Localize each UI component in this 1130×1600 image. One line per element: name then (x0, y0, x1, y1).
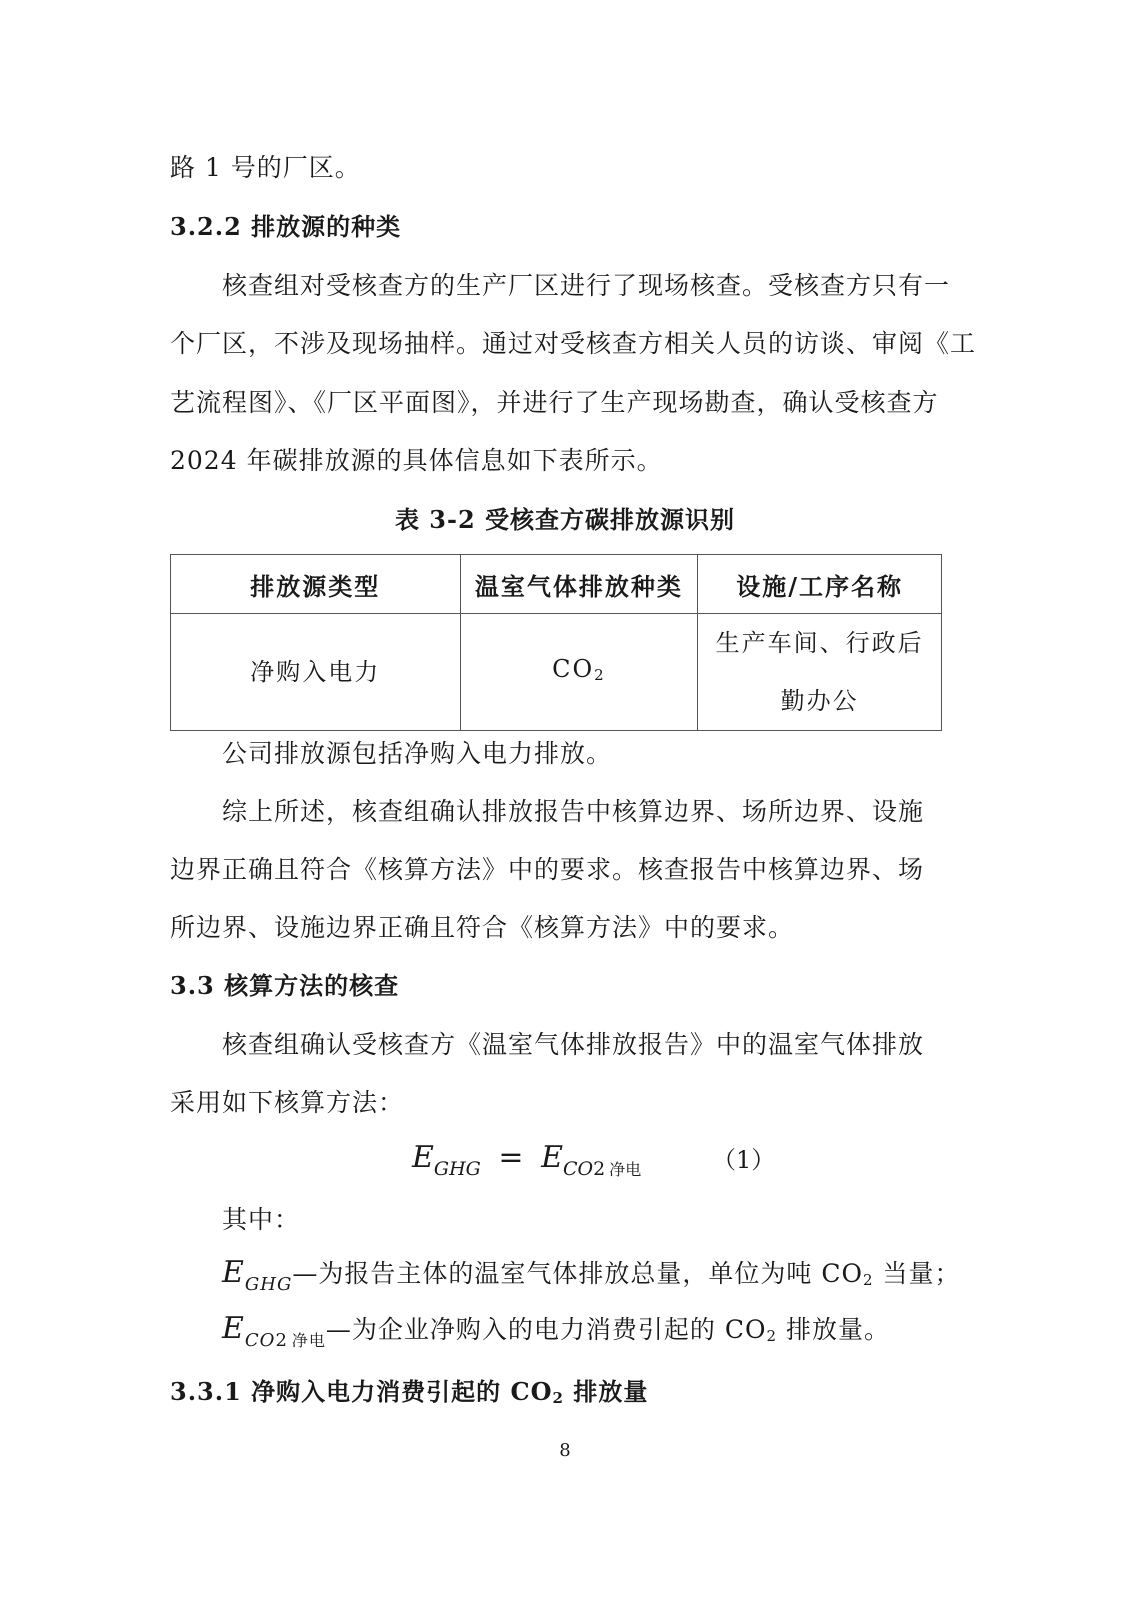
formula-equals: = (498, 1140, 524, 1175)
definition-subscript: 2 (862, 1271, 874, 1289)
table-cell-source-type: 净购入电力 (171, 614, 461, 731)
formula-subscript: CO (562, 1158, 594, 1180)
definition-text: 排放量。 (777, 1315, 890, 1344)
table-header-row (171, 555, 942, 614)
formula-symbol: E (412, 1140, 434, 1175)
formula-subscript: 2 (593, 1158, 606, 1180)
paragraph-line: 核查组对受核查方的生产厂区进行了现场核查。受核查方只有一 (222, 271, 951, 300)
equation-number: （1） (712, 1146, 776, 1174)
section-heading-3-3: 3.3 核算方法的核查 (170, 971, 400, 1000)
heading-text: 排放量 (563, 1377, 649, 1406)
definition-line (222, 1310, 890, 1351)
heading-subscript: 2 (552, 1389, 564, 1407)
table-cell-facility (698, 614, 942, 731)
definition-text: 当量； (873, 1259, 961, 1288)
table-header-cell: 排放源类型 (171, 555, 461, 614)
emission-source-table (170, 554, 942, 731)
paragraph-line: 2024 年碳排放源的具体信息如下表所示。 (170, 446, 663, 475)
paragraph-line: 艺流程图》、《厂区平面图》，并进行了生产现场勘查，确认受核查方 (170, 388, 939, 417)
paragraph-line: 边界正确且符合《核算方法》中的要求。核查报告中核算边界、场 (170, 855, 925, 884)
definition-subscript: 2 (766, 1327, 778, 1345)
facility-line: 勤办公 (780, 687, 859, 715)
paragraph-line: 综上所述，核查组确认排放报告中核算边界、场所边界、设施 (222, 797, 925, 826)
definition-text: —为企业净购入的电力消费引起的 CO (325, 1315, 767, 1344)
gas-formula-subscript: 2 (594, 666, 606, 684)
gas-formula: CO (552, 655, 595, 683)
table-header-cell: 设施/工序名称 (698, 555, 942, 614)
definition-text: —为报告主体的温室气体排放总量，单位为吨 CO (292, 1259, 863, 1288)
definition-subscript: CO (244, 1330, 276, 1351)
paragraph-line: 核查组确认受核查方《温室气体排放报告》中的温室气体排放 (222, 1030, 925, 1059)
paragraph-line: 公司排放源包括净购入电力排放。 (222, 739, 613, 768)
paragraph-line: 个厂区，不涉及现场抽样。通过对受核查方相关人员的访谈、审阅《工 (170, 329, 977, 358)
definition-subscript: 净电 (291, 1331, 326, 1350)
table-caption: 表 3-2 受核查方碳排放源识别 (394, 505, 736, 534)
formula-subscript: GHG (433, 1158, 481, 1180)
definition-subscript: GHG (244, 1274, 293, 1295)
section-heading-3-3-1 (170, 1372, 648, 1407)
table-cell-gas-type (460, 614, 698, 731)
definition-symbol: E (222, 1255, 245, 1290)
equation-1 (412, 1140, 776, 1180)
paragraph-line: 采用如下核算方法： (170, 1088, 405, 1117)
definition-symbol: E (222, 1311, 245, 1346)
definition-subscript: 2 (275, 1330, 288, 1351)
paragraph-line: 路 1 号的厂区。 (170, 153, 361, 182)
page-number: 8 (559, 1440, 571, 1461)
heading-text: 3.3.1 净购入电力消费引起的 CO (170, 1377, 553, 1406)
section-heading-3-2-2: 3.2.2 排放源的种类 (170, 212, 402, 241)
facility-line: 生产车间、行政后 (715, 629, 924, 657)
table-header-cell: 温室气体排放种类 (460, 555, 698, 614)
table-row (171, 614, 942, 731)
paragraph-line: 所边界、设施边界正确且符合《核算方法》中的要求。 (170, 913, 795, 942)
formula-symbol: E (541, 1140, 563, 1175)
formula-subscript: 净电 (609, 1160, 642, 1179)
definition-line (222, 1254, 960, 1295)
paragraph-line: 其中： (222, 1205, 301, 1234)
